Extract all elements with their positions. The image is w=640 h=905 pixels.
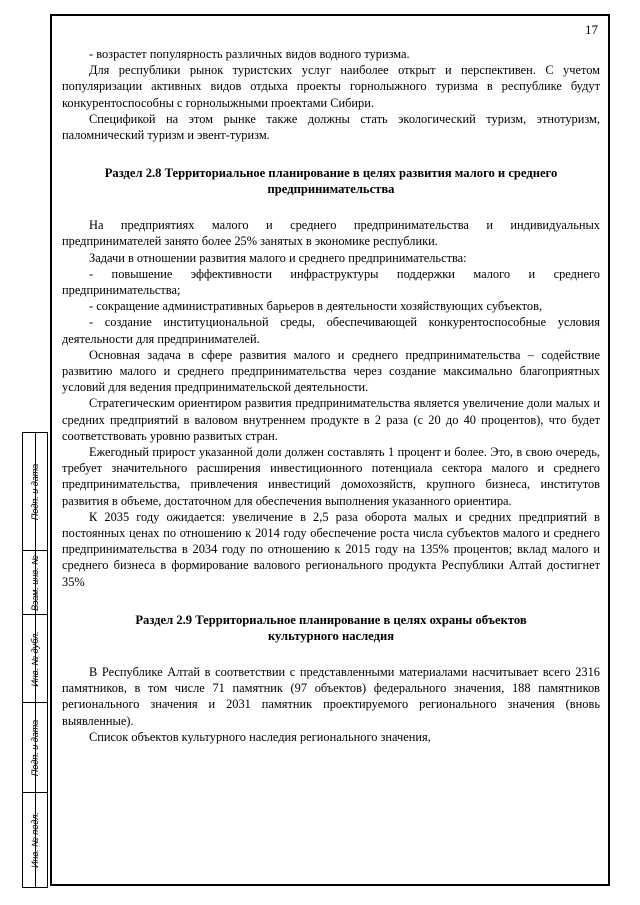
paragraph: Список объектов культурного наследия регионального значения, (89, 729, 431, 744)
paragraph: Задачи в отношении развития малого и среднего предпринимательства: (89, 250, 467, 265)
paragraph: Основная задача в сфере развития малого и среднего предпринимательства – содействие развитию малого и среднего предпринимательства через создание максимально благоприятных условий для ведения предпринимательской деятельности. (62, 347, 600, 395)
paragraph: На предприятиях малого и среднего предпринимательства и индивидуальных предпринимателей занято более 25% занятых в экономике республики. (62, 218, 600, 249)
stamp-label: Инв. № дубл. (30, 630, 40, 687)
document-body (62, 46, 600, 745)
paragraph: Для республики рынок туристских услуг наиболее открыт и перспективен. С учетом популяризации активных видов отдыха проекты горнолыжного туризма в республике будут конкурентоспособны с горнолыжными проектами Сибири. (62, 63, 600, 110)
paragraph: В Республике Алтай в соответствии с представленными материалами насчитывает всего 2316 памятников, в том числе 71 памятник (97 объектов) федерального значения, 188 памятников регионального значения и 2031 памятник проектируемого регионального значения (вновь выявленные). (62, 664, 600, 728)
page-number: 17 (585, 22, 598, 37)
stamp-cell-original-inv (23, 793, 47, 886)
stamp-cell-replacement-inv (23, 551, 47, 615)
stamp-label: Подп. и дата (30, 719, 40, 776)
margin-stamp-table (22, 432, 48, 888)
page-frame (50, 14, 610, 886)
stamp-cell-signature-date (23, 433, 47, 551)
section-heading-2-8: Раздел 2.8 Территориальное планирование в целях развития малого и среднего предпринимательства (104, 166, 558, 197)
stamp-cell-signature-date-2 (23, 703, 47, 793)
paragraph: Спецификой на этом рынке также должны стать экологический туризм, этнотуризм, паломнический туризм и эвент-туризм. (62, 111, 600, 143)
stamp-label: Подп. и дата (30, 463, 40, 520)
stamp-cell-duplicate-inv (23, 615, 47, 703)
paragraph: - возрастет популярность различных видов водного туризма. (89, 47, 410, 61)
stamp-label: Взам. инв. № (30, 554, 40, 611)
list-item: - повышение эффективности инфраструктуры поддержки малого и среднего предпринимательства; (62, 266, 600, 298)
paragraph: Ежегодный прирост указанной доли должен составлять 1 процент и более. Это, в свою очередь, требует значительного расширения инвестиционного потенциала сектора малого и среднего предпринимательства, привлечения инвестиций домохозяйств, крупного бизнеса, институтов развития в объеме, достаточном для обеспечения выполнения указанного ориентира. (62, 445, 600, 508)
stamp-label: Инв. № подл. (30, 811, 40, 868)
section-heading-2-9: Раздел 2.9 Территориальное планирование в целях охраны объектов культурного наследия (135, 612, 527, 643)
list-item: - сокращение административных барьеров в деятельности хозяйствующих субъектов, (89, 299, 543, 314)
list-item: - создание институциональной среды, обеспечивающей конкурентоспособные условия деятельности для предпринимателей. (62, 315, 600, 346)
paragraph: Стратегическим ориентиром развития предпринимательства является увеличение доли малых и средних предприятий в валовом внутреннем продукте в 2 раза (с 20 до 40 процентов), что будет соответствовать уровню развитых стран. (62, 396, 600, 443)
paragraph: К 2035 году ожидается: увеличение в 2,5 раза оборота малых и средних предприятий в постоянных ценах по отношению к 2014 году обеспечение роста числа субъектов малого и среднего предпринимательства в 2034 году по отношению к 2015 году на 135% процентов; вклад малого и среднего бизнеса в формирование валового регионального продукта Республики Алтай достигнет 35% (62, 509, 600, 589)
